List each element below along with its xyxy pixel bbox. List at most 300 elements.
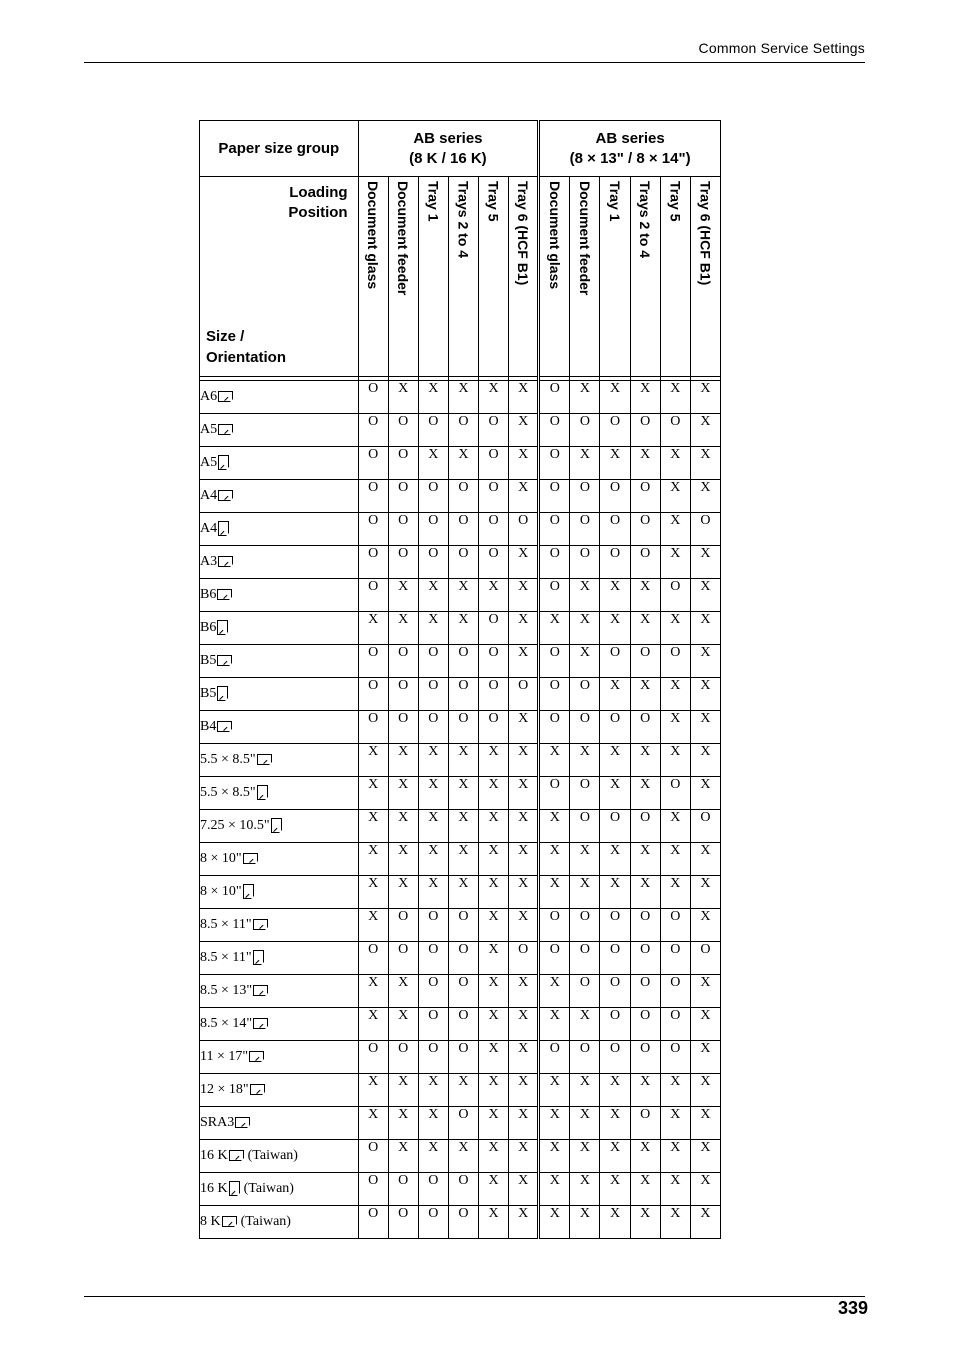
- availability-cell: X: [448, 579, 478, 612]
- availability-cell: X: [388, 579, 418, 612]
- table-row: [200, 381, 721, 414]
- availability-cell: X: [570, 612, 600, 645]
- availability-cell: O: [630, 513, 660, 546]
- availability-cell: X: [479, 1206, 509, 1239]
- availability-cell: O: [358, 711, 388, 744]
- availability-cell: X: [479, 381, 509, 414]
- availability-cell: O: [660, 1041, 690, 1074]
- availability-cell: X: [418, 579, 448, 612]
- availability-cell: O: [479, 480, 509, 513]
- availability-cell: O: [570, 711, 600, 744]
- availability-cell: X: [418, 843, 448, 876]
- availability-cell: X: [358, 843, 388, 876]
- availability-cell: O: [418, 975, 448, 1008]
- availability-cell: X: [358, 975, 388, 1008]
- availability-cell: O: [479, 645, 509, 678]
- column-header-label: Document glass: [365, 181, 382, 290]
- availability-cell: X: [690, 579, 720, 612]
- size-label: 8.5 × 11": [200, 917, 252, 932]
- column-header: [358, 177, 388, 377]
- landscape-orientation-icon: [218, 490, 233, 501]
- landscape-orientation-icon: [253, 1018, 268, 1029]
- availability-cell: O: [630, 909, 660, 942]
- availability-cell: X: [630, 381, 660, 414]
- availability-cell: X: [690, 975, 720, 1008]
- availability-cell: X: [448, 810, 478, 843]
- availability-cell: X: [690, 381, 720, 414]
- portrait-orientation-icon: [229, 1181, 240, 1196]
- availability-cell: O: [539, 1041, 570, 1074]
- column-header-label: Document feeder: [576, 181, 593, 296]
- availability-cell: X: [358, 612, 388, 645]
- availability-cell: X: [660, 612, 690, 645]
- availability-cell: X: [690, 876, 720, 909]
- availability-cell: X: [539, 1008, 570, 1041]
- availability-cell: X: [358, 810, 388, 843]
- availability-cell: O: [509, 513, 539, 546]
- availability-cell: X: [570, 1107, 600, 1140]
- availability-cell: X: [570, 1008, 600, 1041]
- column-header: [479, 177, 509, 377]
- availability-cell: O: [358, 546, 388, 579]
- portrait-orientation-icon: [218, 455, 229, 470]
- loading-line1: Loading: [289, 184, 348, 201]
- size-label: B4: [200, 719, 217, 734]
- availability-cell: O: [479, 447, 509, 480]
- availability-cell: O: [388, 1041, 418, 1074]
- availability-cell: X: [690, 414, 720, 447]
- column-header-label: Tray 5: [667, 181, 684, 222]
- column-header: [418, 177, 448, 377]
- availability-cell: X: [418, 1140, 448, 1173]
- size-cell: [200, 1173, 359, 1206]
- availability-cell: X: [509, 909, 539, 942]
- size-suffix: (Taiwan): [240, 1214, 291, 1229]
- availability-cell: X: [600, 876, 630, 909]
- portrait-orientation-icon: [217, 686, 228, 701]
- availability-cell: O: [358, 1206, 388, 1239]
- availability-cell: X: [660, 711, 690, 744]
- size-cell: [200, 744, 359, 777]
- size-label: 8.5 × 13": [200, 983, 253, 998]
- column-header: [448, 177, 478, 377]
- availability-cell: O: [388, 942, 418, 975]
- availability-cell: X: [570, 447, 600, 480]
- size-cell: [200, 513, 359, 546]
- availability-cell: X: [660, 843, 690, 876]
- availability-cell: X: [509, 480, 539, 513]
- availability-cell: O: [539, 414, 570, 447]
- size-label: A5: [200, 422, 218, 437]
- size-cell: [200, 1206, 359, 1239]
- availability-cell: O: [418, 513, 448, 546]
- availability-cell: X: [479, 810, 509, 843]
- availability-cell: X: [358, 909, 388, 942]
- size-cell: [200, 843, 359, 876]
- availability-cell: O: [388, 513, 418, 546]
- availability-cell: X: [690, 909, 720, 942]
- availability-cell: O: [418, 1206, 448, 1239]
- availability-cell: O: [448, 1041, 478, 1074]
- availability-cell: O: [509, 942, 539, 975]
- availability-cell: X: [630, 1206, 660, 1239]
- availability-cell: O: [570, 480, 600, 513]
- availability-cell: X: [570, 744, 600, 777]
- availability-cell: O: [539, 909, 570, 942]
- availability-cell: O: [600, 513, 630, 546]
- availability-cell: X: [690, 1140, 720, 1173]
- availability-cell: X: [630, 1074, 660, 1107]
- landscape-orientation-icon: [217, 655, 232, 666]
- availability-cell: O: [388, 1206, 418, 1239]
- portrait-orientation-icon: [253, 950, 264, 965]
- column-header: [570, 177, 600, 377]
- availability-cell: X: [388, 1008, 418, 1041]
- availability-cell: X: [509, 777, 539, 810]
- availability-cell: X: [690, 447, 720, 480]
- column-header: [388, 177, 418, 377]
- availability-cell: X: [509, 876, 539, 909]
- availability-cell: X: [479, 909, 509, 942]
- availability-cell: X: [600, 1107, 630, 1140]
- availability-cell: O: [448, 909, 478, 942]
- availability-cell: X: [630, 1140, 660, 1173]
- landscape-orientation-icon: [229, 1150, 244, 1161]
- availability-cell: X: [358, 876, 388, 909]
- availability-cell: O: [448, 1107, 478, 1140]
- column-header-label: Document glass: [546, 181, 563, 290]
- availability-cell: O: [448, 1173, 478, 1206]
- availability-cell: O: [448, 513, 478, 546]
- availability-cell: O: [418, 909, 448, 942]
- landscape-orientation-icon: [249, 1051, 264, 1062]
- size-label: 7.25 × 10.5": [200, 818, 270, 833]
- availability-cell: X: [479, 1107, 509, 1140]
- availability-cell: X: [418, 381, 448, 414]
- availability-cell: O: [630, 1107, 660, 1140]
- availability-cell: O: [630, 1008, 660, 1041]
- availability-cell: O: [539, 777, 570, 810]
- group-header-line2: (8 × 13" / 8 × 14"): [569, 149, 691, 167]
- availability-cell: X: [418, 447, 448, 480]
- table-row: [200, 645, 721, 678]
- landscape-orientation-icon: [218, 391, 233, 402]
- column-header-label: Tray 1: [425, 181, 442, 222]
- size-cell: [200, 1107, 359, 1140]
- availability-cell: O: [600, 711, 630, 744]
- availability-cell: X: [630, 744, 660, 777]
- availability-cell: X: [509, 843, 539, 876]
- availability-cell: X: [539, 1074, 570, 1107]
- availability-cell: O: [358, 513, 388, 546]
- availability-cell: X: [479, 579, 509, 612]
- table-row: [200, 876, 721, 909]
- availability-cell: X: [448, 744, 478, 777]
- availability-cell: O: [539, 447, 570, 480]
- availability-cell: O: [570, 414, 600, 447]
- availability-cell: O: [600, 909, 630, 942]
- availability-cell: O: [630, 810, 660, 843]
- size-label: 12 × 18": [200, 1082, 249, 1097]
- landscape-orientation-icon: [243, 853, 258, 864]
- size-cell: [200, 546, 359, 579]
- availability-cell: O: [418, 480, 448, 513]
- size-cell: [200, 1140, 359, 1173]
- availability-cell: O: [539, 513, 570, 546]
- availability-cell: O: [539, 942, 570, 975]
- availability-cell: O: [570, 513, 600, 546]
- size-suffix: (Taiwan): [247, 1148, 298, 1163]
- size-label: 16 K: [200, 1148, 228, 1163]
- availability-cell: X: [690, 1041, 720, 1074]
- availability-cell: X: [690, 744, 720, 777]
- availability-cell: X: [600, 579, 630, 612]
- availability-cell: X: [660, 1074, 690, 1107]
- size-cell: [200, 876, 359, 909]
- availability-cell: O: [570, 1041, 600, 1074]
- table-row: [200, 1107, 721, 1140]
- availability-cell: O: [358, 414, 388, 447]
- size-label: 8 K: [200, 1214, 221, 1229]
- availability-cell: X: [660, 480, 690, 513]
- availability-cell: O: [570, 777, 600, 810]
- table-row: [200, 909, 721, 942]
- availability-cell: O: [358, 579, 388, 612]
- availability-cell: X: [539, 1107, 570, 1140]
- size-label: B6: [200, 587, 217, 602]
- availability-cell: X: [509, 1008, 539, 1041]
- size-label: 8.5 × 11": [200, 950, 252, 965]
- size-label: A4: [200, 488, 218, 503]
- table-row: [200, 810, 721, 843]
- size-label: 8 × 10": [200, 851, 242, 866]
- availability-cell: X: [479, 975, 509, 1008]
- availability-cell: X: [509, 546, 539, 579]
- table-row: [200, 579, 721, 612]
- availability-cell: X: [630, 843, 660, 876]
- availability-cell: O: [448, 546, 478, 579]
- availability-cell: O: [358, 942, 388, 975]
- landscape-orientation-icon: [253, 919, 268, 930]
- availability-cell: X: [660, 513, 690, 546]
- size-cell: [200, 381, 359, 414]
- availability-cell: X: [600, 678, 630, 711]
- availability-cell: X: [388, 1074, 418, 1107]
- availability-cell: O: [479, 678, 509, 711]
- table-row: [200, 546, 721, 579]
- landscape-orientation-icon: [235, 1117, 250, 1128]
- availability-cell: X: [479, 1008, 509, 1041]
- availability-cell: X: [388, 876, 418, 909]
- availability-cell: X: [570, 579, 600, 612]
- availability-cell: X: [570, 1074, 600, 1107]
- availability-cell: X: [388, 612, 418, 645]
- availability-cell: X: [509, 1140, 539, 1173]
- table-row: [200, 1173, 721, 1206]
- landscape-orientation-icon: [250, 1084, 265, 1095]
- size-label: A4: [200, 521, 218, 536]
- availability-cell: O: [418, 1173, 448, 1206]
- availability-cell: X: [690, 1008, 720, 1041]
- availability-cell: X: [388, 1107, 418, 1140]
- availability-cell: X: [630, 777, 660, 810]
- availability-cell: X: [479, 843, 509, 876]
- header-rule: [84, 62, 865, 63]
- availability-cell: O: [570, 942, 600, 975]
- availability-cell: X: [570, 645, 600, 678]
- size-label: 11 × 17": [200, 1049, 249, 1064]
- availability-cell: X: [418, 777, 448, 810]
- availability-cell: X: [388, 777, 418, 810]
- availability-cell: X: [509, 810, 539, 843]
- availability-cell: X: [509, 414, 539, 447]
- availability-cell: X: [358, 777, 388, 810]
- availability-cell: X: [479, 942, 509, 975]
- availability-cell: X: [600, 381, 630, 414]
- availability-cell: X: [509, 711, 539, 744]
- availability-cell: O: [388, 645, 418, 678]
- table-row: [200, 1041, 721, 1074]
- availability-cell: X: [660, 447, 690, 480]
- table-row: [200, 480, 721, 513]
- availability-cell: O: [388, 546, 418, 579]
- availability-cell: X: [418, 810, 448, 843]
- availability-cell: X: [509, 1206, 539, 1239]
- availability-cell: X: [660, 1107, 690, 1140]
- portrait-orientation-icon: [218, 521, 229, 536]
- availability-cell: X: [690, 1173, 720, 1206]
- availability-cell: X: [570, 1140, 600, 1173]
- availability-cell: X: [539, 876, 570, 909]
- availability-cell: X: [570, 1173, 600, 1206]
- paper-size-table: [199, 120, 721, 1239]
- loading-size-header: [200, 177, 359, 377]
- column-header-label: Document feeder: [395, 181, 412, 296]
- availability-cell: X: [630, 678, 660, 711]
- availability-cell: X: [600, 843, 630, 876]
- availability-cell: X: [509, 1173, 539, 1206]
- column-header: [539, 177, 570, 377]
- size-cell: [200, 711, 359, 744]
- availability-cell: X: [660, 744, 690, 777]
- portrait-orientation-icon: [217, 620, 228, 635]
- landscape-orientation-icon: [257, 754, 272, 765]
- loading-position-label: [288, 183, 347, 223]
- availability-cell: O: [600, 810, 630, 843]
- table-row: [200, 1206, 721, 1239]
- availability-cell: O: [630, 480, 660, 513]
- availability-cell: O: [539, 645, 570, 678]
- group-header-line2: (8 K / 16 K): [409, 149, 487, 167]
- landscape-orientation-icon: [222, 1216, 237, 1227]
- availability-cell: X: [660, 1140, 690, 1173]
- availability-cell: X: [690, 1107, 720, 1140]
- availability-cell: X: [448, 843, 478, 876]
- availability-cell: O: [630, 942, 660, 975]
- availability-cell: X: [690, 843, 720, 876]
- group-header-ab-8x13-8x14: [539, 121, 721, 177]
- availability-cell: O: [448, 645, 478, 678]
- table-row: [200, 777, 721, 810]
- size-cell: [200, 810, 359, 843]
- availability-cell: O: [690, 810, 720, 843]
- availability-cell: X: [660, 546, 690, 579]
- availability-cell: X: [358, 1107, 388, 1140]
- availability-cell: X: [509, 645, 539, 678]
- orientation-line2: Orientation: [206, 349, 287, 366]
- availability-cell: X: [388, 975, 418, 1008]
- page-number: 339: [837, 1298, 868, 1318]
- availability-cell: O: [690, 942, 720, 975]
- table-row: [200, 843, 721, 876]
- availability-cell: X: [448, 876, 478, 909]
- availability-cell: X: [660, 1206, 690, 1239]
- availability-cell: O: [630, 711, 660, 744]
- availability-cell: X: [690, 645, 720, 678]
- availability-cell: X: [448, 777, 478, 810]
- column-header: [600, 177, 630, 377]
- table-row: [200, 1140, 721, 1173]
- availability-cell: X: [479, 744, 509, 777]
- group-header-ab-8k-16k: [358, 121, 539, 177]
- availability-cell: O: [448, 942, 478, 975]
- availability-cell: X: [690, 1074, 720, 1107]
- availability-cell: X: [539, 843, 570, 876]
- availability-cell: O: [630, 546, 660, 579]
- availability-cell: O: [418, 711, 448, 744]
- portrait-orientation-icon: [271, 818, 282, 833]
- table-row: [200, 678, 721, 711]
- landscape-orientation-icon: [218, 556, 233, 567]
- size-label: 8.5 × 14": [200, 1016, 253, 1031]
- availability-cell: O: [690, 513, 720, 546]
- size-cell: [200, 909, 359, 942]
- availability-cell: X: [660, 381, 690, 414]
- availability-cell: O: [570, 678, 600, 711]
- availability-cell: X: [600, 744, 630, 777]
- availability-cell: O: [358, 447, 388, 480]
- availability-cell: X: [448, 381, 478, 414]
- running-header-title: Common Service Settings: [698, 40, 865, 56]
- availability-cell: X: [388, 1140, 418, 1173]
- availability-cell: X: [600, 447, 630, 480]
- availability-cell: O: [388, 414, 418, 447]
- availability-cell: X: [418, 744, 448, 777]
- column-header-label: Trays 2 to 4: [455, 181, 472, 259]
- availability-cell: X: [418, 1107, 448, 1140]
- table-row: [200, 612, 721, 645]
- column-header-label: Tray 5: [485, 181, 502, 222]
- size-label: 8 × 10": [200, 884, 242, 899]
- availability-cell: X: [570, 381, 600, 414]
- availability-cell: O: [448, 711, 478, 744]
- size-cell: [200, 579, 359, 612]
- availability-cell: X: [570, 843, 600, 876]
- availability-cell: O: [630, 1041, 660, 1074]
- table-row: [200, 513, 721, 546]
- loading-line2: Position: [288, 204, 348, 221]
- column-header: [660, 177, 690, 377]
- availability-cell: O: [418, 1008, 448, 1041]
- size-cell: [200, 942, 359, 975]
- availability-cell: X: [539, 810, 570, 843]
- availability-cell: O: [509, 678, 539, 711]
- group-header-line1: AB series: [595, 129, 665, 147]
- size-cell: [200, 777, 359, 810]
- size-label: B5: [200, 686, 217, 701]
- availability-cell: O: [388, 480, 418, 513]
- availability-cell: O: [388, 447, 418, 480]
